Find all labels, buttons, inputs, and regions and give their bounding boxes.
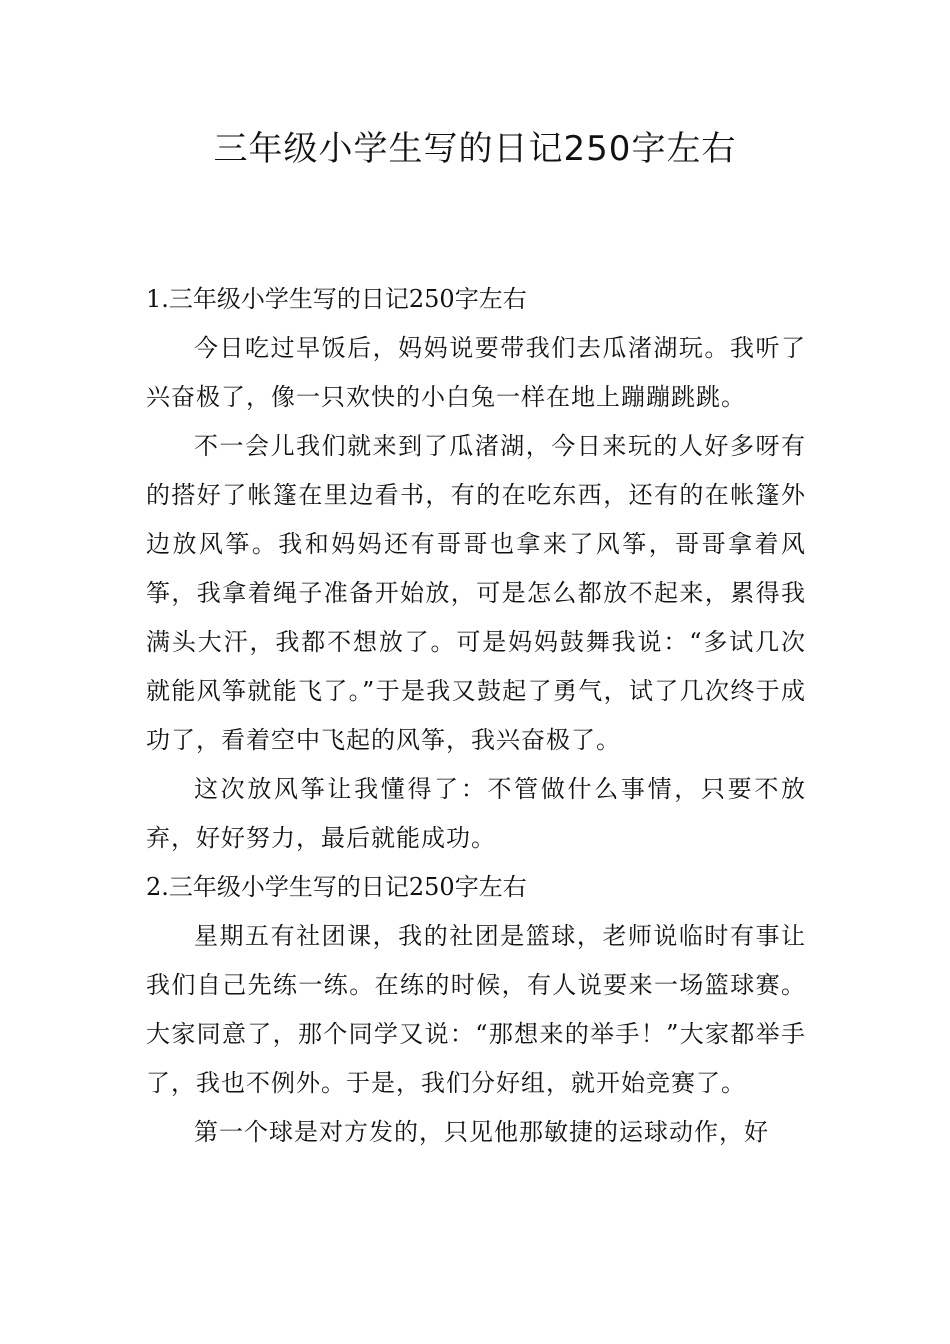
paragraph: 不一会儿我们就来到了瓜渚湖，今日来玩的人好多呀有的搭好了帐篷在里边看书，有的在吃东西，还有的在帐篷外边放风筝。我和妈妈还有哥哥也拿来了风筝，哥哥拿着风筝，我拿着绳子准备开始放，可是怎么都放不起来，累得我满头大汗，我都不想放了。可是妈妈鼓舞我说：“多试几次就能风筝就能飞了。”于是我又鼓起了勇气，试了几次终于成功了，看着空中飞起的风筝，我兴奋极了。: [146, 432, 806, 754]
section-heading: 1.三年级小学生写的日记250字左右: [146, 285, 527, 313]
section-heading: 2.三年级小学生写的日记250字左右: [146, 873, 527, 901]
section-2: [146, 863, 806, 1157]
paragraph: 这次放风筝让我懂得了：不管做什么事情，只要不放弃，好好努力，最后就能成功。: [146, 775, 806, 852]
paragraph: 星期五有社团课，我的社团是篮球，老师说临时有事让我们自己先练一练。在练的时候，有人说要来一场篮球赛。大家同意了，那个同学又说：“那想来的举手！”大家都举手了，我也不例外。于是，我们分好组，就开始竞赛了。: [146, 922, 806, 1097]
document-title: 三年级小学生写的日记250字左右: [213, 129, 737, 169]
paragraph: 第一个球是对方发的，只见他那敏捷的运球动作，好: [194, 1118, 769, 1146]
document-body: [146, 275, 806, 1157]
paragraph: 今日吃过早饭后，妈妈说要带我们去瓜渚湖玩。我听了兴奋极了，像一只欢快的小白兔一样在地上蹦蹦跳跳。: [146, 334, 806, 411]
section-1: [146, 275, 806, 863]
